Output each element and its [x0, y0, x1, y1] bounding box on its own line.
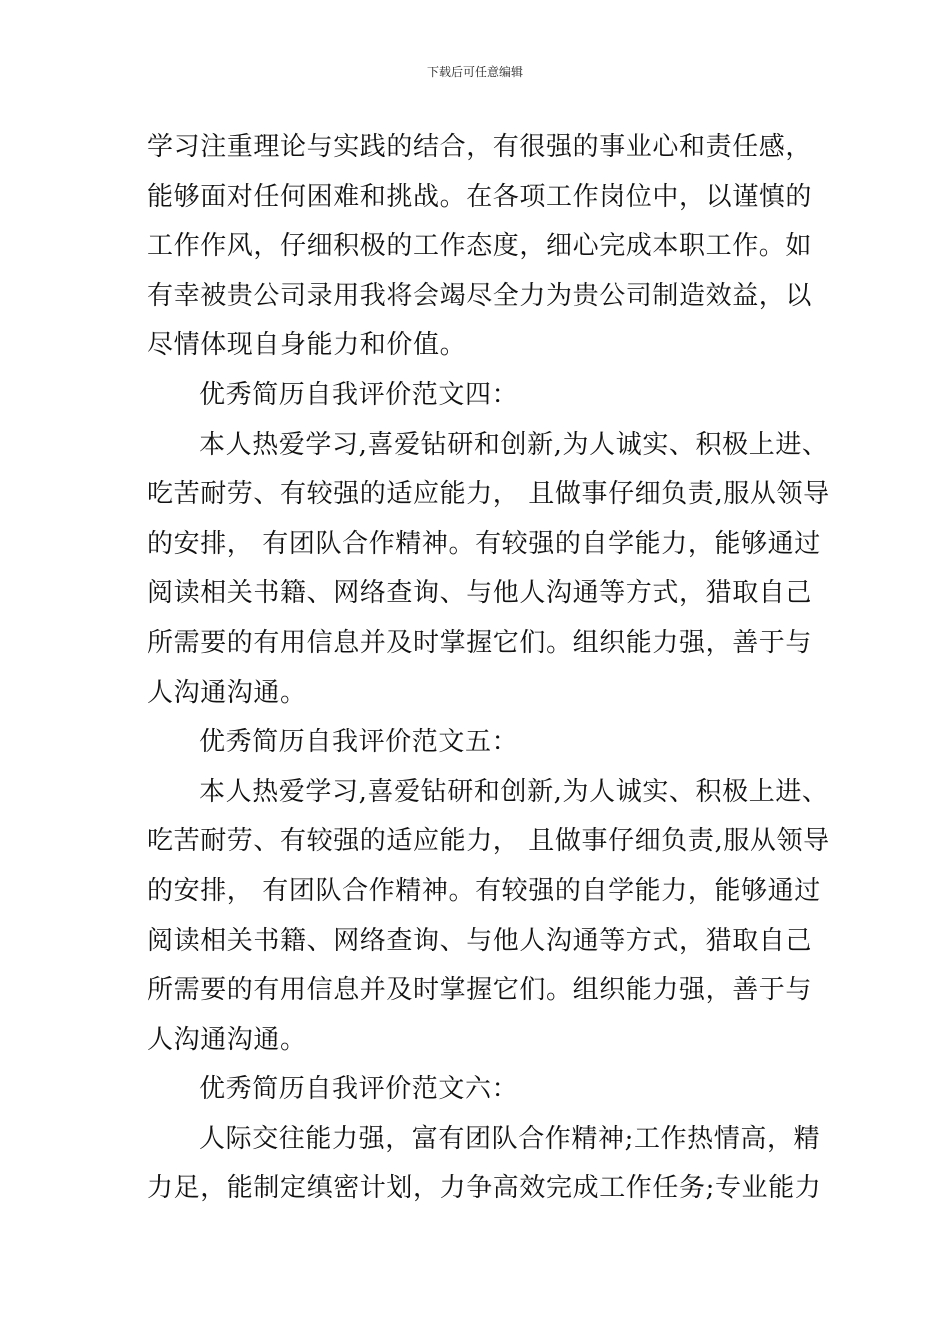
paragraph-line: 本人热爱学习,喜爱钻研和创新,为人诚实、积极上进、 — [199, 776, 829, 807]
paragraph-line: 能够面对任何困难和挑战。在各项工作岗位中，以谨慎的 — [147, 181, 813, 212]
section-heading: 优秀简历自我评价范文六： — [199, 1074, 519, 1105]
page-header: 下载后可任意编辑 — [426, 65, 523, 79]
paragraph-line: 阅读相关书籍、网络查询、与他人沟通等方式，猎取自己 — [147, 578, 813, 609]
paragraph-line: 的安排， 有团队合作精神。有较强的自学能力，能够通过 — [147, 875, 821, 906]
paragraph-line: 的安排， 有团队合作精神。有较强的自学能力，能够通过 — [147, 528, 821, 559]
section-heading: 优秀简历自我评价范文五： — [199, 727, 519, 758]
paragraph-line: 所需要的有用信息并及时掌握它们。组织能力强，善于与 — [147, 627, 813, 658]
paragraph-line: 所需要的有用信息并及时掌握它们。组织能力强，善于与 — [147, 975, 813, 1006]
paragraph-line: 人际交往能力强，富有团队合作精神;工作热情高，精 — [199, 1123, 821, 1154]
paragraph-line: 学习注重理论与实践的结合，有很强的事业心和责任感， — [147, 132, 813, 162]
paragraph-line: 工作作风，仔细积极的工作态度，细心完成本职工作。如 — [147, 231, 813, 262]
paragraph-line: 人沟通沟通。 — [147, 677, 307, 708]
document-body — [147, 123, 830, 1214]
paragraph-line: 吃苦耐劳、有较强的适应能力， 且做事仔细负责,服从领导 — [147, 826, 830, 857]
paragraph-line: 有幸被贵公司录用我将会竭尽全力为贵公司制造效益，以 — [147, 280, 813, 311]
paragraph-line: 尽情体现自身能力和价值。 — [147, 330, 467, 361]
paragraph-line: 力足，能制定缜密计划，力争高效完成工作任务;专业能力 — [147, 1173, 822, 1204]
paragraph-line: 本人热爱学习,喜爱钻研和创新,为人诚实、积极上进、 — [199, 429, 829, 460]
section-heading: 优秀简历自我评价范文四： — [199, 379, 519, 410]
paragraph-line: 人沟通沟通。 — [147, 1024, 307, 1055]
paragraph-line: 吃苦耐劳、有较强的适应能力， 且做事仔细负责,服从领导 — [147, 479, 830, 510]
paragraph-line: 阅读相关书籍、网络查询、与他人沟通等方式，猎取自己 — [147, 925, 813, 956]
